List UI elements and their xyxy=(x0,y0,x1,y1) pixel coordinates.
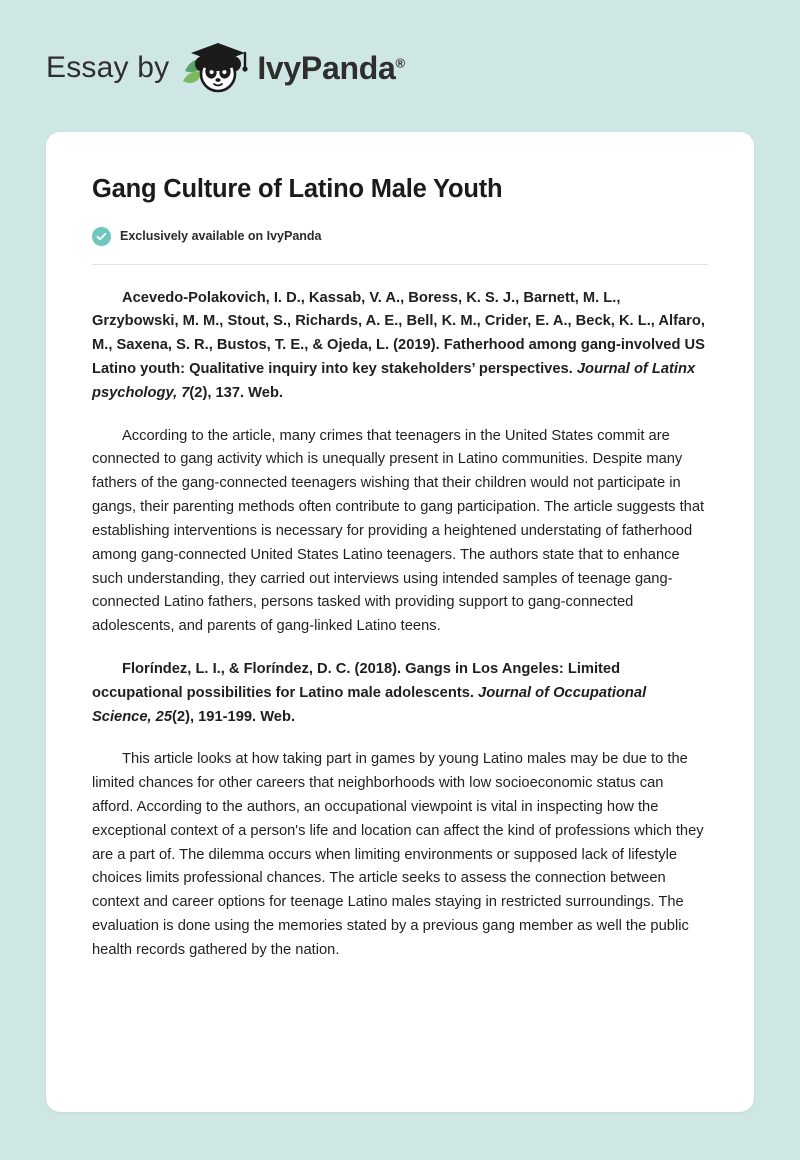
panda-graduation-cap-logo-icon xyxy=(179,37,253,99)
reference-1-journal: Journal of Latinx psychology, 7 xyxy=(92,361,696,401)
essay-by-label: Essay by xyxy=(46,51,170,84)
reference-entry-1 xyxy=(92,287,708,406)
reference-2-authors: Floríndez, L. I., & Floríndez, D. C. (2018). Gangs in Los Angeles: Limited occupational possibilities for Latino male adolescents. xyxy=(92,660,621,701)
page-title: Gang Culture of Latino Male Youth xyxy=(92,175,503,203)
brand[interactable] xyxy=(46,37,405,99)
card-bottom-spacer xyxy=(92,963,708,1003)
ivypanda-logo[interactable] xyxy=(179,37,404,99)
summary-paragraph-2: This article looks at how taking part in games by young Latino males may be due to the limited chances for other careers that neighborhoods with low socioeconomic status can afford. According to the authors, an occupational viewpoint is vital in inspecting how the exceptional context of a person's life and location can affect the kind of professions which they are a part of. The dilemma occurs when limiting environments or supposed lack of lifestyle choices limits professional chances. The article seeks to assess the connection between context and career options for teenage Latino males staying in restricted surroundings. The evaluation is done using the memories stated by a previous gang member as well the public health records gathered by the nation. xyxy=(92,751,704,958)
check-circle-icon xyxy=(92,227,111,246)
exclusive-badge-label: Exclusively available on IvyPanda xyxy=(120,229,322,244)
reference-2-tail: (2), 191-199. Web. xyxy=(172,708,296,725)
site-header xyxy=(0,0,800,136)
exclusive-badge xyxy=(92,227,708,246)
reference-2-journal: Journal of Occupational Science, 25 xyxy=(92,684,647,725)
document-card xyxy=(46,132,754,1112)
reference-1-tail: (2), 137. Web. xyxy=(189,384,284,401)
brand-name: IvyPanda® xyxy=(257,49,405,86)
summary-paragraph-1: According to the article, many crimes that teenagers in the United States commit are connected to gang activity which is unequally present in Latino communities. Despite many fathers of the gang-connected teenagers wishing that their children would not participate in gangs, their parenting methods often contribute to gang participation. The article suggests that establishing interventions is necessary for providing a heightened understating of fatherhood among gang-connected United States Latino teenagers. The authors state that to enhance such understanding, they carried out interviews using intended samples of teenage gang-connected Latino fathers, persons tasked with providing support to gang-connected adolescents, and parents of gang-linked Latino teens. xyxy=(92,427,705,635)
reference-1-authors: Acevedo-Polakovich, I. D., Kassab, V. A., Boress, K. S. J., Barnett, M. L., Grzybowski, M. M., Stout, S., Richards, A. E., Bell, K. M., Crider, E. A., Beck, K. L., Alfaro, M., Saxena, S. R., Bustos, T. E., & Ojeda, L. (2019). Fatherhood among gang-involved US Latino youth: Qualitative inquiry into key stakeholders’ perspectives. xyxy=(92,289,705,378)
title-divider xyxy=(92,264,708,265)
reference-entry-2 xyxy=(92,658,708,729)
registered-mark: ® xyxy=(395,54,405,70)
